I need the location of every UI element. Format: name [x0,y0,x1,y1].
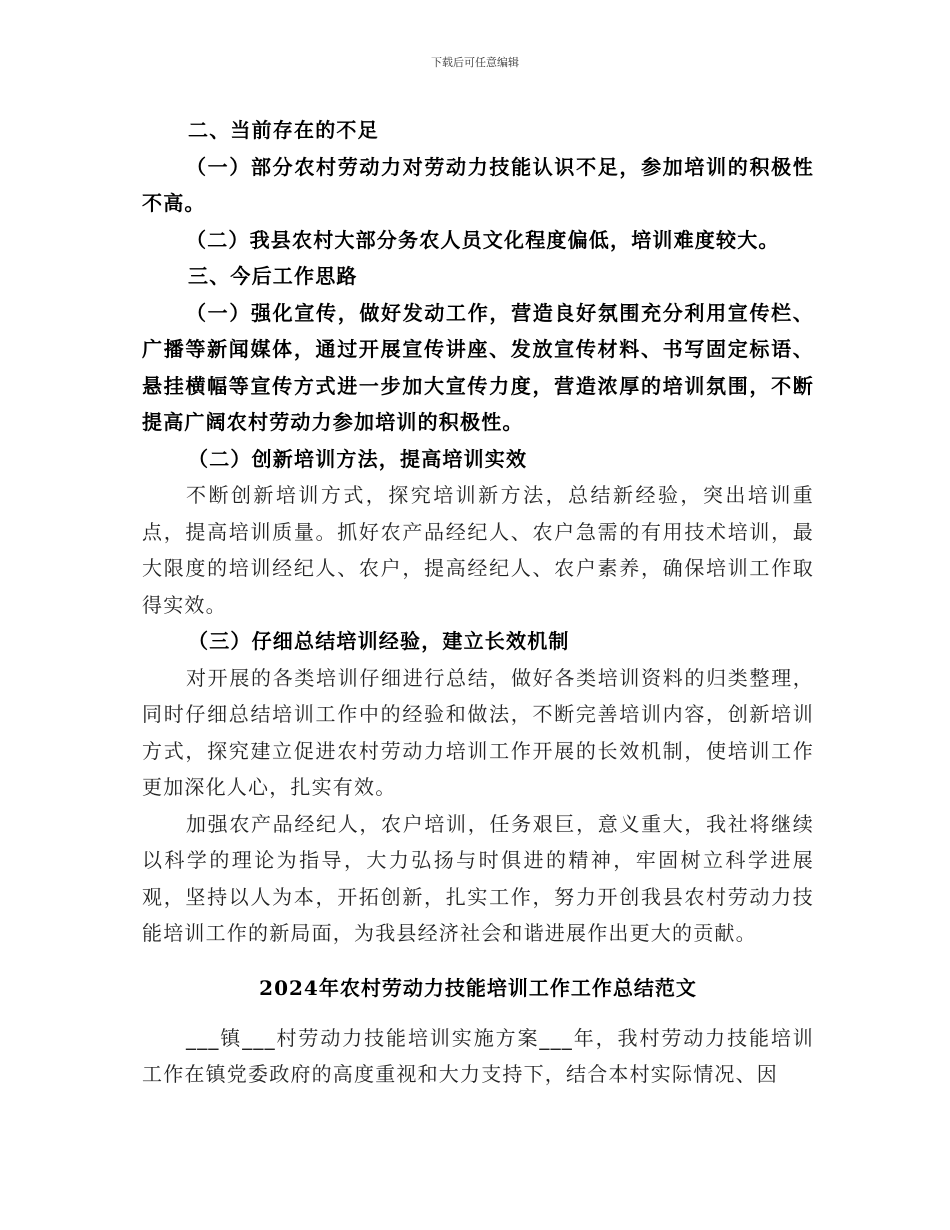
article-intro: ___镇___村劳动力技能培训实施方案___年，我村劳动力技能培训工作在镇党委政府的高度重视和大力支持下，结合本村实际情况、因 [142,1025,814,1086]
plan-item-2-heading: （二）创新培训方法，提高培训实效 [188,446,528,471]
section-heading-shortcomings: 二、当前存在的不足 [188,118,379,142]
closing-paragraph: 加强农产品经纪人，农户培训，任务艰巨，意义重大，我社将继续以科学的理论为指导，大力弘扬与时俱进的精神，牢固树立科学进展观，坚持以人为本，开拓创新，扎实工作，努力开创我县农村劳动力技能培训工作的新局面，为我县经济社会和谐进展作出更大的贡献。 [142,811,814,945]
header-note: 下载后可任意编辑 [431,56,519,69]
section-heading-future-plan: 三、今后工作思路 [188,264,358,288]
document-body [142,112,814,1093]
shortcoming-item-2: （二）我县农村大部分务农人员文化程度偏低，培训难度较大。 [186,227,780,252]
plan-item-2-body: 不断创新培训方式，探究培训新方法，总结新经验，突出培训重点，提高培训质量。抓好农产品经纪人、农户急需的有用技术培训，最大限度的培训经纪人、农户，提高经纪人、农户素养，确保培训工作取得实效。 [142,483,814,617]
plan-item-1: （一）强化宣传，做好发动工作，营造良好氛围充分利用宣传栏、广播等新闻媒体，通过开展宣传讲座、发放宣传材料、书写固定标语、悬挂横幅等宣传方式进一步加大宣传力度，营造浓厚的培训氛围，不断提高广阔农村劳动力参加培训的积极性。 [142,300,814,434]
article-title: 2024年农村劳动力技能培训工作工作总结范文 [259,975,697,1000]
plan-item-3-body: 对开展的各类培训仔细进行总结，做好各类培训资料的归类整理，同时仔细总结培训工作中的经验和做法，不断完善培训内容，创新培训方式，探究建立促进农村劳动力培训工作开展的长效机制，使培训工作更加深化人心，扎实有效。 [142,665,814,799]
shortcoming-item-1: （一）部分农村劳动力对劳动力技能认识不足，参加培训的积极性不高。 [142,154,814,215]
plan-item-3-heading: （三）仔细总结培训经验，建立长效机制 [188,629,570,653]
